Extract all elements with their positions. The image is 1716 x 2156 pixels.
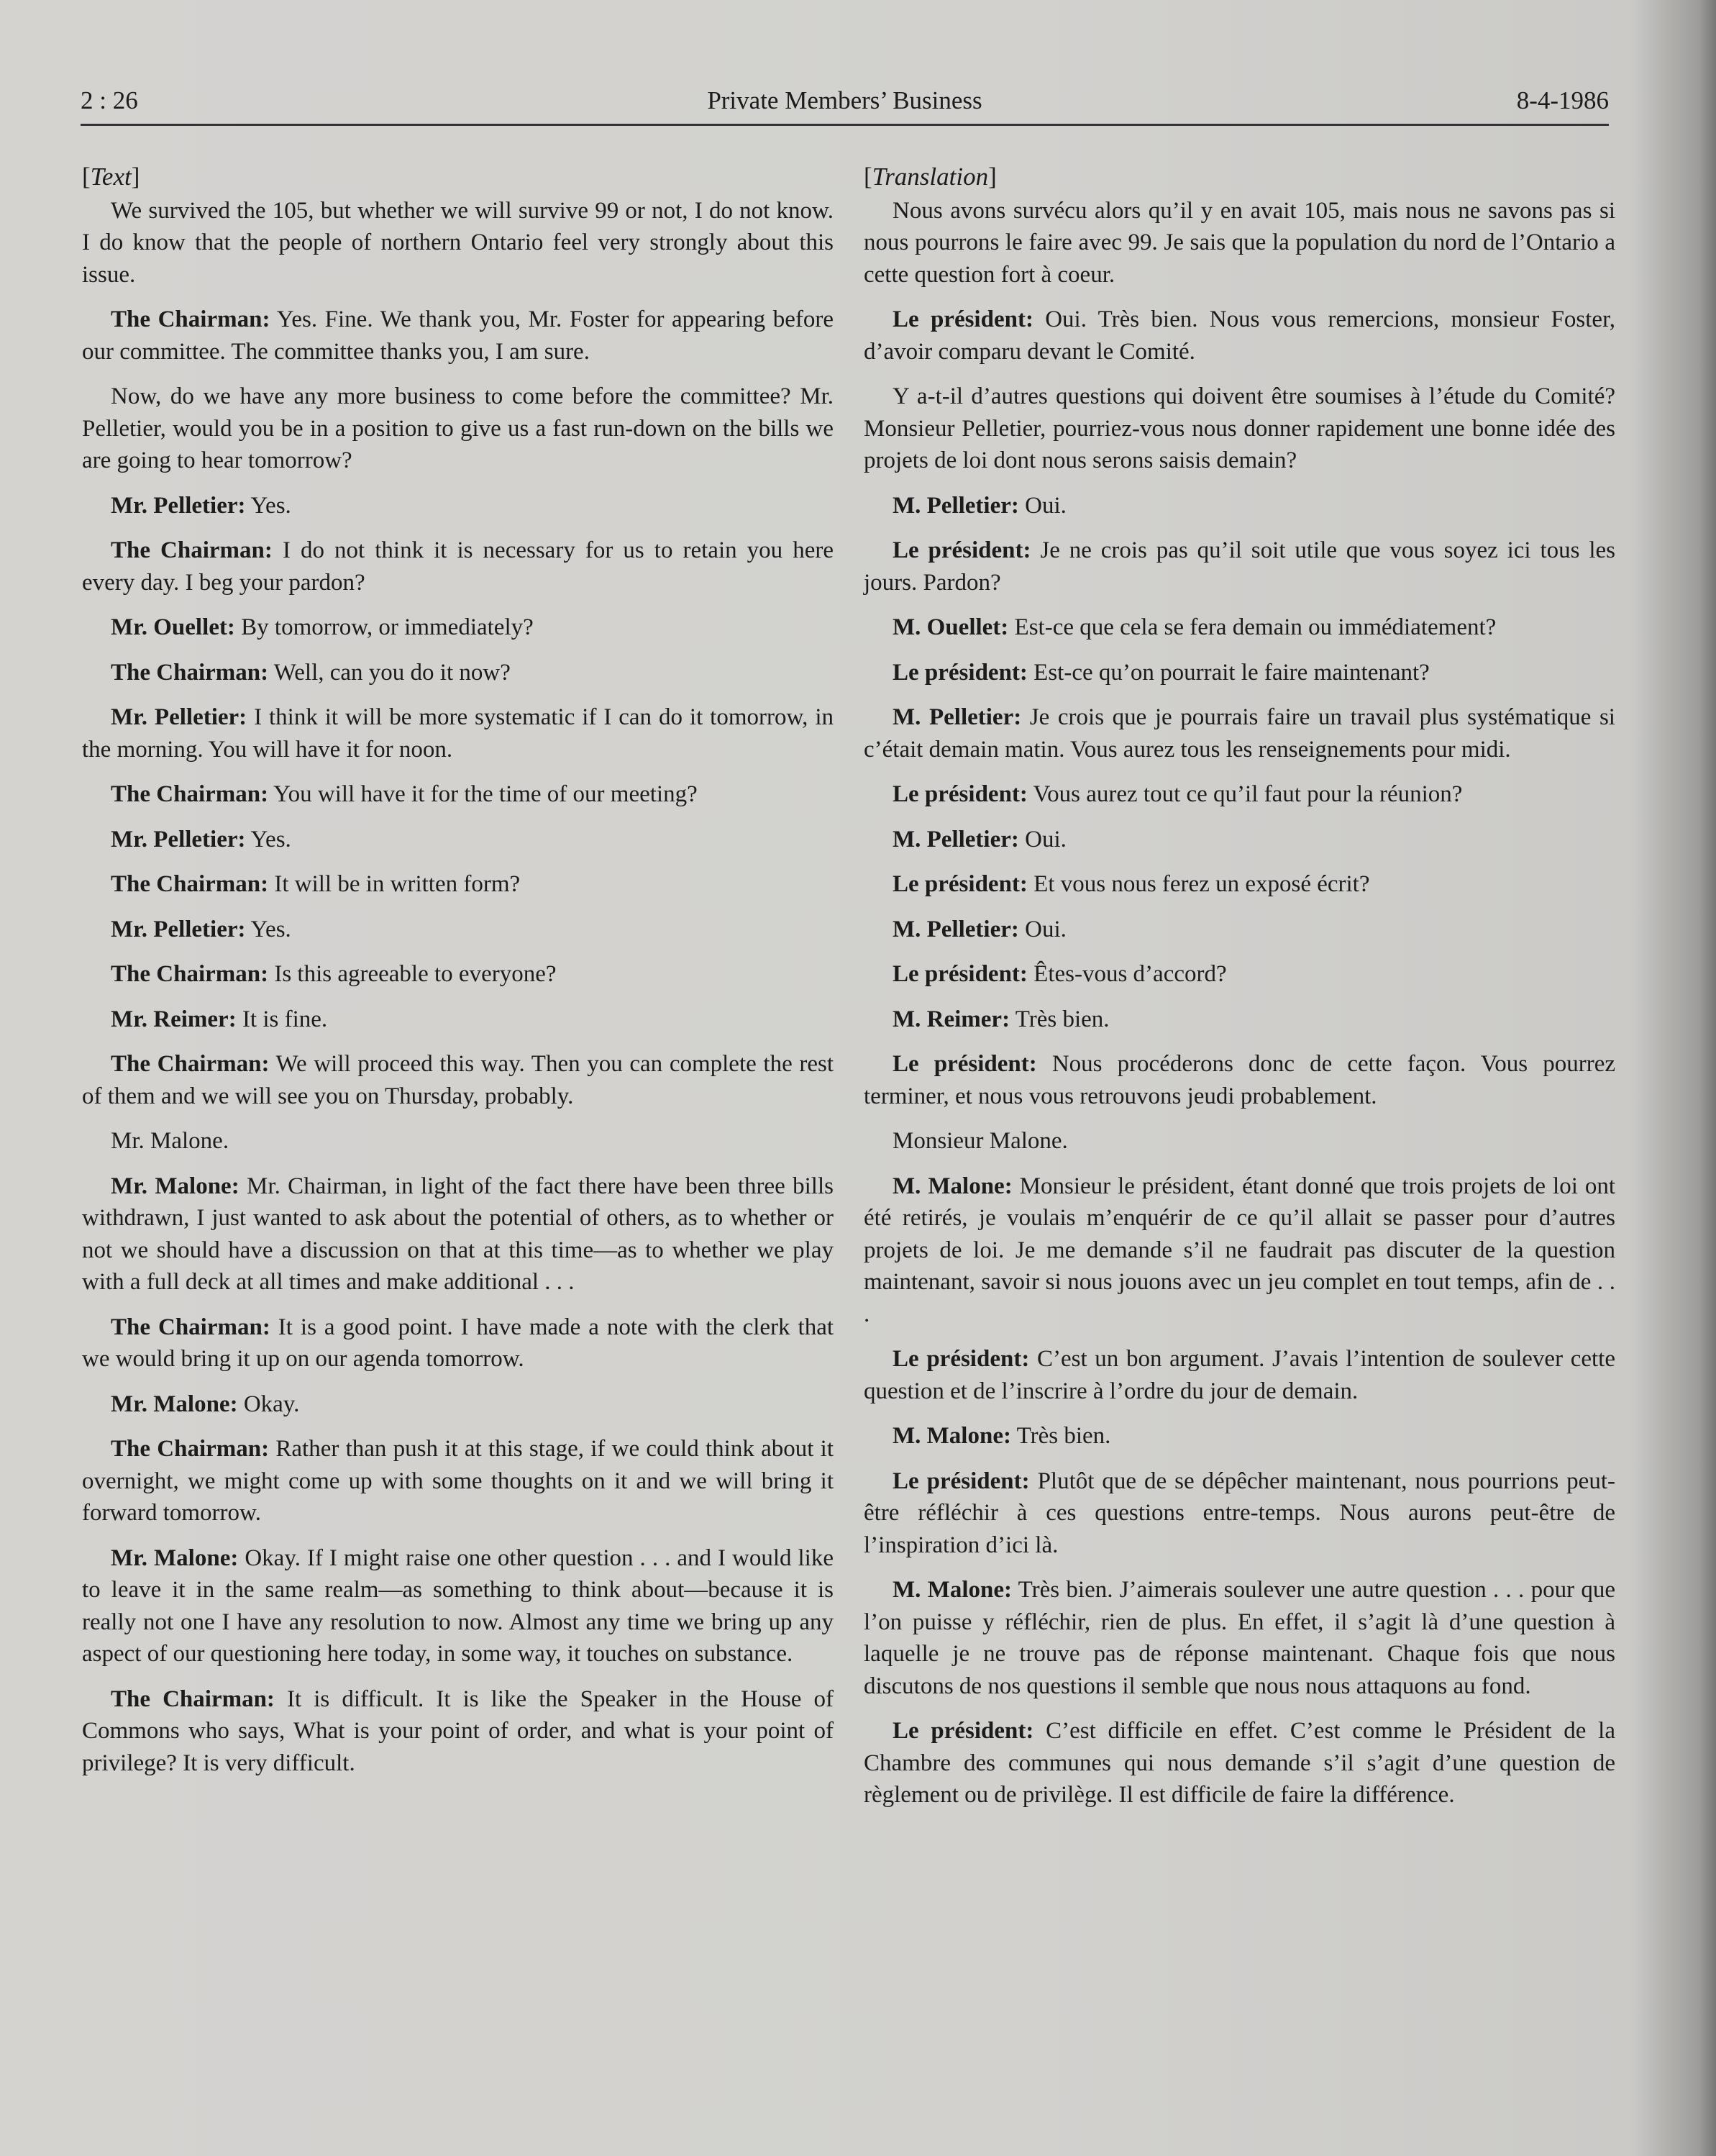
transcript-paragraph xyxy=(82,1048,834,1112)
speaker-name: Le président: xyxy=(893,537,1031,563)
speech-text: Oui. Très bien. Nous vous remercions, monsieur Foster, d’avoir comparu devant le Comité. xyxy=(864,306,1615,365)
transcript-paragraph xyxy=(864,1170,1615,1331)
speech-text: It is a good point. I have made a note with the clerk that we would bring it up on our agenda tomorrow. xyxy=(82,1314,834,1372)
speech-text: It is difficult. It is like the Speaker in the House of Commons who says, What is your point of order, and what is your point of privilege? It is very difficult. xyxy=(82,1686,834,1776)
speaker-name: The Chairman: xyxy=(111,781,269,807)
speaker-name: Le président: xyxy=(893,1346,1030,1372)
speech-text: Oui. xyxy=(1018,492,1067,519)
transcript-paragraph xyxy=(864,1574,1615,1702)
transcript-paragraph xyxy=(864,657,1615,689)
transcript-paragraph xyxy=(864,1715,1615,1811)
transcript-paragraph xyxy=(864,914,1615,946)
transcript-paragraph xyxy=(864,701,1615,765)
speaker-name: The Chairman: xyxy=(111,961,269,987)
speaker-name: Le président: xyxy=(893,1468,1030,1494)
transcript-paragraph xyxy=(864,195,1615,291)
speaker-name: Le président: xyxy=(893,871,1028,897)
speech-text: Monsieur le président, étant donné que trois projets de loi ont été retirés, je voulais m’enquérir de ce qu’il allait se passer pour d’autres projets de loi. Je me demande s’il ne faudrait pas discuter de la question maintenant, savoir si nous jouons avec un jeu complet en tout temps, afin de . . . xyxy=(864,1173,1616,1327)
speech-text: I do not think it is necessary for us to retain you here every day. I beg your pardon? xyxy=(82,537,834,596)
speech-text: Est-ce qu’on pourrait le faire maintenant? xyxy=(1027,659,1430,686)
speech-text: Mr. Chairman, in light of the fact there have been three bills withdrawn, I just wanted to ask about the potential of others, as to whether or not we should have a discussion on that at this time—as to whether we play with a full deck at all times and make additional . . . xyxy=(82,1173,834,1295)
speaker-name: Le président: xyxy=(893,961,1028,987)
speech-text: It is fine. xyxy=(236,1006,328,1032)
speaker-name: M. Malone: xyxy=(893,1577,1012,1603)
speech-text: Nous procéderons donc de cette façon. Vous pourrez terminer, et nous vous retrouvons jeudi probablement. xyxy=(864,1051,1615,1109)
speech-text: Is this agreeable to everyone? xyxy=(268,961,557,987)
text-tag: [Text] xyxy=(82,163,140,191)
speech-text: Très bien. xyxy=(1010,1006,1110,1032)
text-tag-label: Text xyxy=(90,163,132,191)
speaker-name: The Chairman: xyxy=(111,1314,270,1340)
speaker-name: M. Pelletier: xyxy=(893,916,1019,942)
transcript-paragraph xyxy=(82,535,834,599)
transcript-paragraph xyxy=(82,490,834,522)
speaker-name: M. Pelletier: xyxy=(893,704,1022,730)
speech-text: Plutôt que de se dépêcher maintenant, nous pourrions peut-être réfléchir à ces questions entre-temps. Nous aurons peut-être de l’inspiration d’ici là. xyxy=(864,1468,1615,1558)
transcript-paragraph xyxy=(864,1125,1615,1157)
speech-text: Yes. xyxy=(245,826,291,852)
speaker-name: Mr. Ouellet: xyxy=(111,614,235,640)
speech-text: C’est difficile en effet. C’est comme le Président de la Chambre des communes qui nous demande s’il s’agit d’une question de règlement ou de privilège. Il est difficile de faire la différence. xyxy=(864,1718,1615,1808)
speaker-name: Mr. Pelletier: xyxy=(111,492,246,519)
speech-text: Je crois que je pourrais faire un travail plus systématique si c’était demain matin. Vous aurez tous les renseignements pour midi. xyxy=(864,704,1615,763)
speaker-name: M. Malone: xyxy=(893,1173,1013,1199)
speaker-name: The Chairman: xyxy=(111,1686,275,1712)
speech-text: It will be in written form? xyxy=(268,871,521,897)
speaker-name: Mr. Pelletier: xyxy=(111,916,246,942)
page-header xyxy=(81,83,1609,126)
speech-text: Nous avons survécu alors qu’il y en avait 105, mais nous ne savons pas si nous pourrons le faire avec 99. Je sais que la population du nord de l’Ontario a cette question fort à coeur. xyxy=(864,197,1615,288)
speech-text: Rather than push it at this stage, if we could think about it overnight, we might come up with some thoughts on it and we will bring it forward tomorrow. xyxy=(82,1436,834,1526)
speech-text: Monsieur Malone. xyxy=(893,1128,1068,1154)
speech-text: You will have it for the time of our meeting? xyxy=(268,781,698,807)
french-transcript xyxy=(864,195,1615,1811)
speech-text: Êtes-vous d’accord? xyxy=(1027,961,1227,987)
transcript-paragraph xyxy=(82,611,834,644)
speech-text: Est-ce que cela se fera demain ou immédiatement? xyxy=(1008,614,1497,640)
transcript-paragraph xyxy=(82,1004,834,1036)
transcript-paragraph xyxy=(864,1420,1615,1452)
transcript-paragraph xyxy=(82,824,834,856)
running-title: Private Members’ Business xyxy=(707,86,982,114)
transcript-paragraph xyxy=(82,1542,834,1670)
translation-tag-label: Translation xyxy=(872,163,989,191)
speaker-name: The Chairman: xyxy=(111,659,269,686)
speaker-name: The Chairman: xyxy=(111,306,270,332)
transcript-paragraph xyxy=(864,1343,1615,1407)
speaker-name: Mr. Malone: xyxy=(111,1391,238,1417)
speaker-name: Mr. Pelletier: xyxy=(111,704,247,730)
speech-text: Oui. xyxy=(1018,916,1067,942)
transcript-paragraph xyxy=(82,1433,834,1529)
transcript-paragraph xyxy=(864,868,1615,901)
transcript-paragraph xyxy=(82,701,834,765)
speech-text: We will proceed this way. Then you can complete the rest of them and we will see you on Thursday, probably. xyxy=(82,1051,834,1109)
speaker-name: Mr. Reimer: xyxy=(111,1006,237,1032)
speech-text: Yes. xyxy=(245,492,291,519)
speech-text: Well, can you do it now? xyxy=(268,659,511,686)
speaker-name: Mr. Malone: xyxy=(111,1173,239,1199)
transcript-paragraph xyxy=(864,304,1615,368)
speaker-name: Mr. Pelletier: xyxy=(111,826,246,852)
speech-text: Très bien. J’aimerais soulever une autre question . . . pour que l’on puisse y réfléchir, rien de plus. En effet, il s’agit là d’une question à laquelle je ne trouve pas de réponse maintenant. Chaque fois que nous discutons de nos questions il semble que nous nous attaquons au fond. xyxy=(864,1577,1615,1699)
speaker-name: Le président: xyxy=(893,1051,1037,1077)
transcript-paragraph xyxy=(864,1048,1615,1112)
translation-tag: [Translation] xyxy=(864,163,997,191)
speaker-name: The Chairman: xyxy=(111,1436,270,1462)
speech-text: Très bien. xyxy=(1010,1423,1111,1449)
transcript-paragraph xyxy=(82,195,834,291)
speech-text: Okay. If I might raise one other question . . . and I would like to leave it in the same realm—as something to think about—because it is really not one I have any resolution to now. Almost any time we bring up any aspect of our questioning here today, in some way, it touches on substance. xyxy=(82,1545,834,1667)
header-date: 8-4-1986 xyxy=(1516,86,1609,114)
speaker-name: M. Pelletier: xyxy=(893,492,1019,519)
speech-text: By tomorrow, or immediately? xyxy=(234,614,534,640)
speech-text: Vous aurez tout ce qu’il faut pour la réunion? xyxy=(1027,781,1463,807)
speaker-name: Mr. Malone: xyxy=(111,1545,239,1571)
transcript-paragraph xyxy=(864,381,1615,477)
transcript-paragraph xyxy=(864,535,1615,599)
english-column xyxy=(82,161,834,1792)
speaker-name: M. Reimer: xyxy=(893,1006,1010,1032)
transcript-paragraph xyxy=(864,1004,1615,1036)
transcript-paragraph xyxy=(864,824,1615,856)
speaker-name: M. Malone: xyxy=(893,1423,1011,1449)
transcript-paragraph xyxy=(864,490,1615,522)
transcript-paragraph xyxy=(82,868,834,901)
transcript-paragraph xyxy=(82,1311,834,1375)
speaker-name: Le président: xyxy=(893,781,1028,807)
speech-text: Yes. Fine. We thank you, Mr. Foster for appearing before our committee. The committee thanks you, I am sure. xyxy=(82,306,834,365)
transcript-paragraph xyxy=(82,1125,834,1157)
speech-text: Y a-t-il d’autres questions qui doivent être soumises à l’étude du Comité? Monsieur Pelletier, pourriez-vous nous donner rapidement une bonne idée des projets de loi dont nous serons saisis demain? xyxy=(864,383,1615,473)
page-folio: 2 : 26 xyxy=(81,86,138,114)
english-transcript xyxy=(82,195,834,1780)
speaker-name: The Chairman: xyxy=(111,537,273,563)
transcript-paragraph xyxy=(82,381,834,477)
speech-text: Oui. xyxy=(1018,826,1067,852)
french-column xyxy=(864,161,1615,1824)
transcript-paragraph xyxy=(864,778,1615,811)
transcript-paragraph xyxy=(82,304,834,368)
speaker-name: Le président: xyxy=(893,306,1033,332)
transcript-paragraph xyxy=(82,1683,834,1780)
speech-text: Yes. xyxy=(245,916,291,942)
speaker-name: Le président: xyxy=(893,659,1028,686)
transcript-paragraph xyxy=(864,1465,1615,1562)
speaker-name: M. Ouellet: xyxy=(893,614,1009,640)
speech-text: Et vous nous ferez un exposé écrit? xyxy=(1027,871,1370,897)
transcript-paragraph xyxy=(82,914,834,946)
transcript-paragraph xyxy=(864,611,1615,644)
transcript-paragraph xyxy=(82,1170,834,1298)
speaker-name: Le président: xyxy=(893,1718,1034,1744)
speech-text: Je ne crois pas qu’il soit utile que vous soyez ici tous les jours. Pardon? xyxy=(864,537,1615,596)
speech-text: I think it will be more systematic if I can do it tomorrow, in the morning. You will have it for noon. xyxy=(82,704,834,763)
transcript-paragraph xyxy=(82,778,834,811)
speech-text: Now, do we have any more business to come before the committee? Mr. Pelletier, would you be in a position to give us a fast run-down on the bills we are going to hear tomorrow? xyxy=(82,383,834,473)
speech-text: C’est un bon argument. J’avais l’intention de soulever cette question et de l’inscrire à l’ordre du jour de demain. xyxy=(864,1346,1615,1404)
transcript-paragraph xyxy=(864,958,1615,991)
speaker-name: M. Pelletier: xyxy=(893,826,1019,852)
transcript-paragraph xyxy=(82,657,834,689)
speaker-name: The Chairman: xyxy=(111,871,269,897)
transcript-paragraph xyxy=(82,958,834,991)
speech-text: Mr. Malone. xyxy=(111,1128,229,1154)
speech-text: We survived the 105, but whether we will survive 99 or not, I do not know. I do know that the people of northern Ontario feel very strongly about this issue. xyxy=(82,197,834,288)
speech-text: Okay. xyxy=(237,1391,300,1417)
transcript-paragraph xyxy=(82,1388,834,1421)
speaker-name: The Chairman: xyxy=(111,1051,270,1077)
